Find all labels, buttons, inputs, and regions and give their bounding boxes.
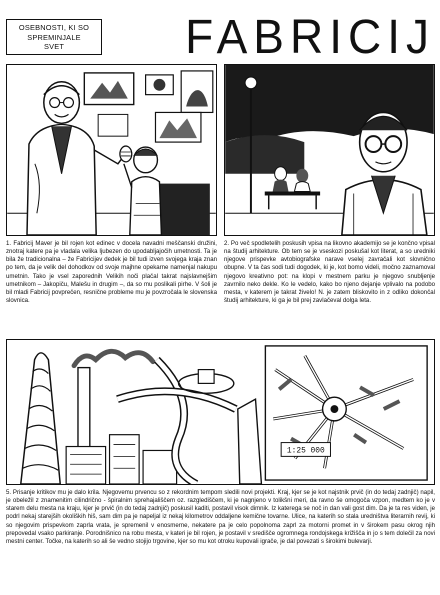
series-line-2: SPREMINJALE	[27, 32, 81, 42]
panel-3-caption: 5. Prisanje kritikov mu je dalo krila. Njegovemu prvencu so z rekordnim tempom sledili novi projekti. Kraj, kjer se je kot najstnik prvič (in do tedaj zadnjič) napil, je obeležil z znamenitim cilindrično - špiralnim sprehajališčem oz. razglediščem, ki je nagnjeno v tolikšni meri, da ravno še omogoča vzpon, medtem ko je v starem delu mesta na kraju, kjer je prvič (in do tedaj zadnjič) poskusil kaditi, postavil visok dimnik. Iz katerega se noč in dan vali gost dim. Da je ta res viden, je podrl nekaj starejših okoliških hiš, sam dim pa je napeljal iz nekaj kilometrov oddaljene kemične tovarne. Ulice, na katerih so stala uredništva literarnih revij, ki so njegovim prispevkom zaprla vrata, je spremenil v enosmerne, nekatere pa je celo popolnoma zaprl za motorni promet in v širokem pasu okrog njih prepovedal vsako parkiranje. Porodnišnico na robu mesta, v kateri je bil rojen, je postavil v središče ogromnega rondojskega križišča in jo s tem dolečil za novi mestni center. Točke, na katerih so ali še vedno stojijo trgovine, kjer so mu kot otroku kupovali igrače, je dal povezati s širokimi bulevarji.	[6, 489, 435, 545]
panel-3-drawing	[7, 340, 434, 484]
panel-2-caption: 2. Po več spodletelih poskusih vpisa na likovno akademijo se je končno vpisal na študij arhitekture. Ob tem se je vseskozi poskušal kot literat, a so uredniki njegove prispevke avtobiografske narave vselej zavračali kot slovnično obupne. V ta čas sodi tudi dogodek, ki je, kot bomo videli, močno zaznamoval njegovo kreativno pot: na klopi v mestnem parku je njegovo snubljenje zavrnilo neko dekle. Ko le vedelo, kako bo njeno dejanje vplivalo na podobo mesta, v katerem je takrat živelo! N. je zatem bliskovito in z odliko dokončal študij arhitekture, ki ga je bil prej zavlačeval dolga leta.	[224, 240, 435, 305]
panel-1-drawing	[7, 65, 216, 235]
panel-1-caption: 1. Fabricij Maver je bil rojen kot edinec v docela navadni meščanski družini, znotraj katere pa je vladala velika ljubezen do upodabljajočih umetnosti. Ta je bila že tradicionalna – že Fabricijev dedek je bil tudi izven svojega kraja znan po tem, da je velik del dohodkov od svoje majhne opekarne namenjal nakupu umetnin. Tako je vsel zaporednih Velikih noči plačal takrat najslavnejšim umetnikom – Jakopiču, Malešu in drugim –, da so mu poslikali pirhe. V šoli je bil mladi Fabricij povprečen, resnične probleme mu je povzročala le slovenska slovnica.	[6, 240, 217, 305]
series-label-box	[6, 19, 102, 55]
panel-2-drawing	[225, 65, 434, 235]
page-title: FABRICIJ	[185, 8, 435, 64]
series-line-3: SVET	[43, 42, 65, 52]
panel-3-illustration	[6, 339, 435, 485]
panel-2-illustration	[224, 64, 435, 236]
series-line-1: OSEBNOSTI, KI SO	[18, 23, 90, 32]
plan-scale-label: 1:25 000	[286, 446, 325, 456]
panel-1-illustration	[6, 64, 217, 236]
